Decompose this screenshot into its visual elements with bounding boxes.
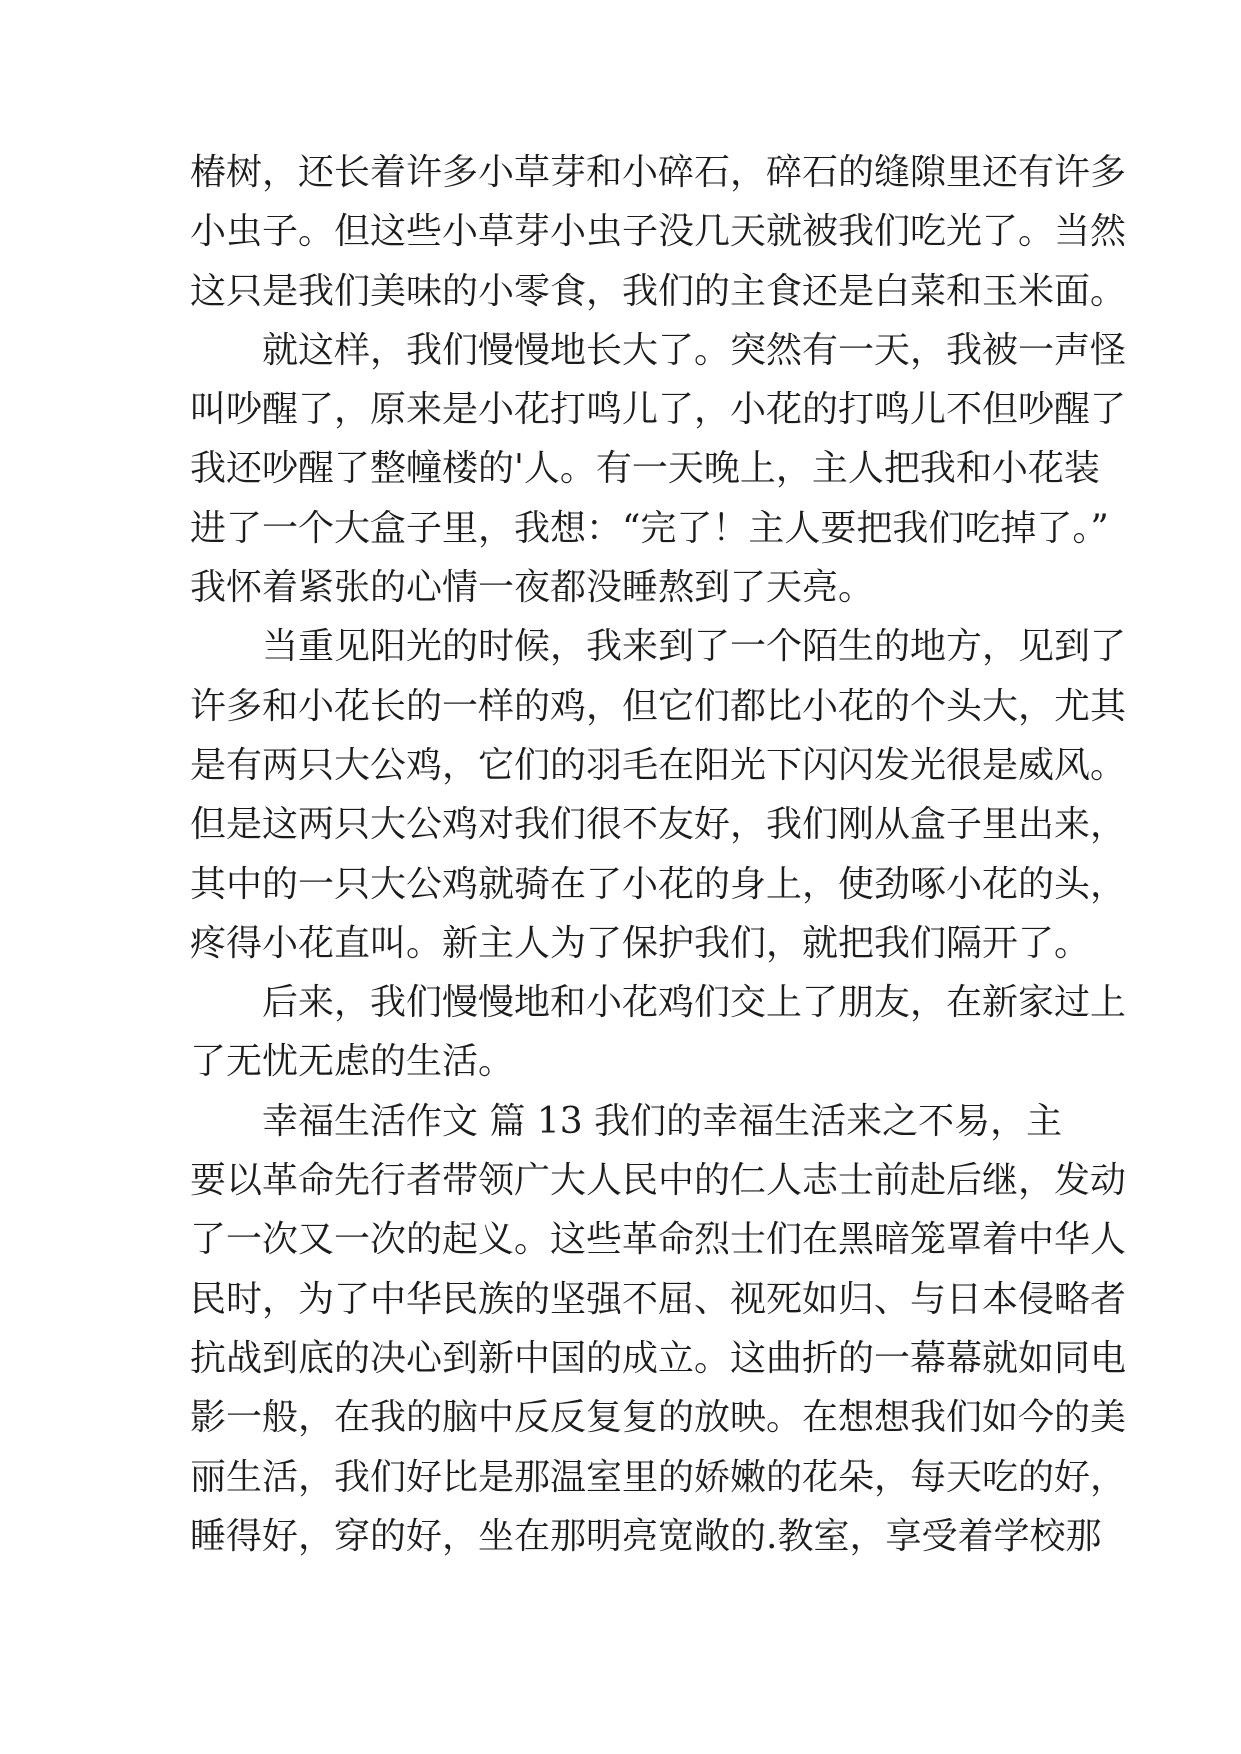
text-line: 是有两只大公鸡，它们的羽毛在阳光下闪闪发光很是威风。 [190,744,1127,786]
text-line: 椿树，还长着许多小草芽和小碎石，碎石的缝隙里还有许多 [190,152,1127,193]
text-line: 小虫子。但这些小草芽小虫子没几天就被我们吃光了。当然 [190,211,1127,253]
text-line: 许多和小花长的一样的鸡，但它们都比小花的个头大，尤其 [190,685,1127,727]
text-line: 了无忧无虑的生活。 [190,1041,515,1083]
text-line: 民时，为了中华民族的坚强不屈、视死如归、与日本侵略者 [190,1278,1127,1320]
text-line: 进了一个大盒子里，我想：“完了！主人要把我们吃掉了。” [190,507,1109,549]
section-heading-line: 幸福生活作文 篇 13 我们的幸福生活来之不易，主 [262,1100,1063,1142]
text-line: 丽生活，我们好比是那温室里的娇嫩的花朵，每天吃的好， [190,1456,1127,1498]
text-line: 就这样，我们慢慢地长大了。突然有一天，我被一声怪 [262,329,1127,371]
text-line: 疼得小花直叫。新主人为了保护我们，就把我们隔开了。 [190,922,1091,964]
text-line: 了一次又一次的起义。这些革命烈士们在黑暗笼罩着中华人 [190,1219,1127,1261]
text-line: 要以革命先行者带领广大人民中的仁人志士前赴后继，发动 [190,1160,1127,1202]
text-line: 影一般，在我的脑中反反复复的放映。在想想我们如今的美 [190,1397,1127,1439]
text-line: 叫吵醒了，原来是小花打鸣儿了，小花的打鸣儿不但吵醒了 [190,389,1127,431]
text-line: 我还吵醒了整幢楼的'人。有一天晚上，主人把我和小花装 [190,448,1100,490]
text-line: 这只是我们美味的小零食，我们的主食还是白菜和玉米面。 [190,270,1127,312]
text-line: 其中的一只大公鸡就骑在了小花的身上，使劲啄小花的头， [190,863,1127,905]
body-text [190,143,1127,1566]
text-line: 我怀着紧张的心情一夜都没睡熬到了天亮。 [190,567,875,609]
text-line: 但是这两只大公鸡对我们很不友好，我们刚从盒子里出来， [190,804,1127,846]
text-line: 睡得好，穿的好，坐在那明亮宽敞的.教室，享受着学校那 [190,1515,1102,1557]
text-line: 当重见阳光的时候，我来到了一个陌生的地方，见到了 [262,626,1127,668]
text-line: 抗战到底的决心到新中国的成立。这曲折的一幕幕就如同电 [190,1337,1127,1379]
text-line: 后来，我们慢慢地和小花鸡们交上了朋友，在新家过上 [262,982,1127,1024]
